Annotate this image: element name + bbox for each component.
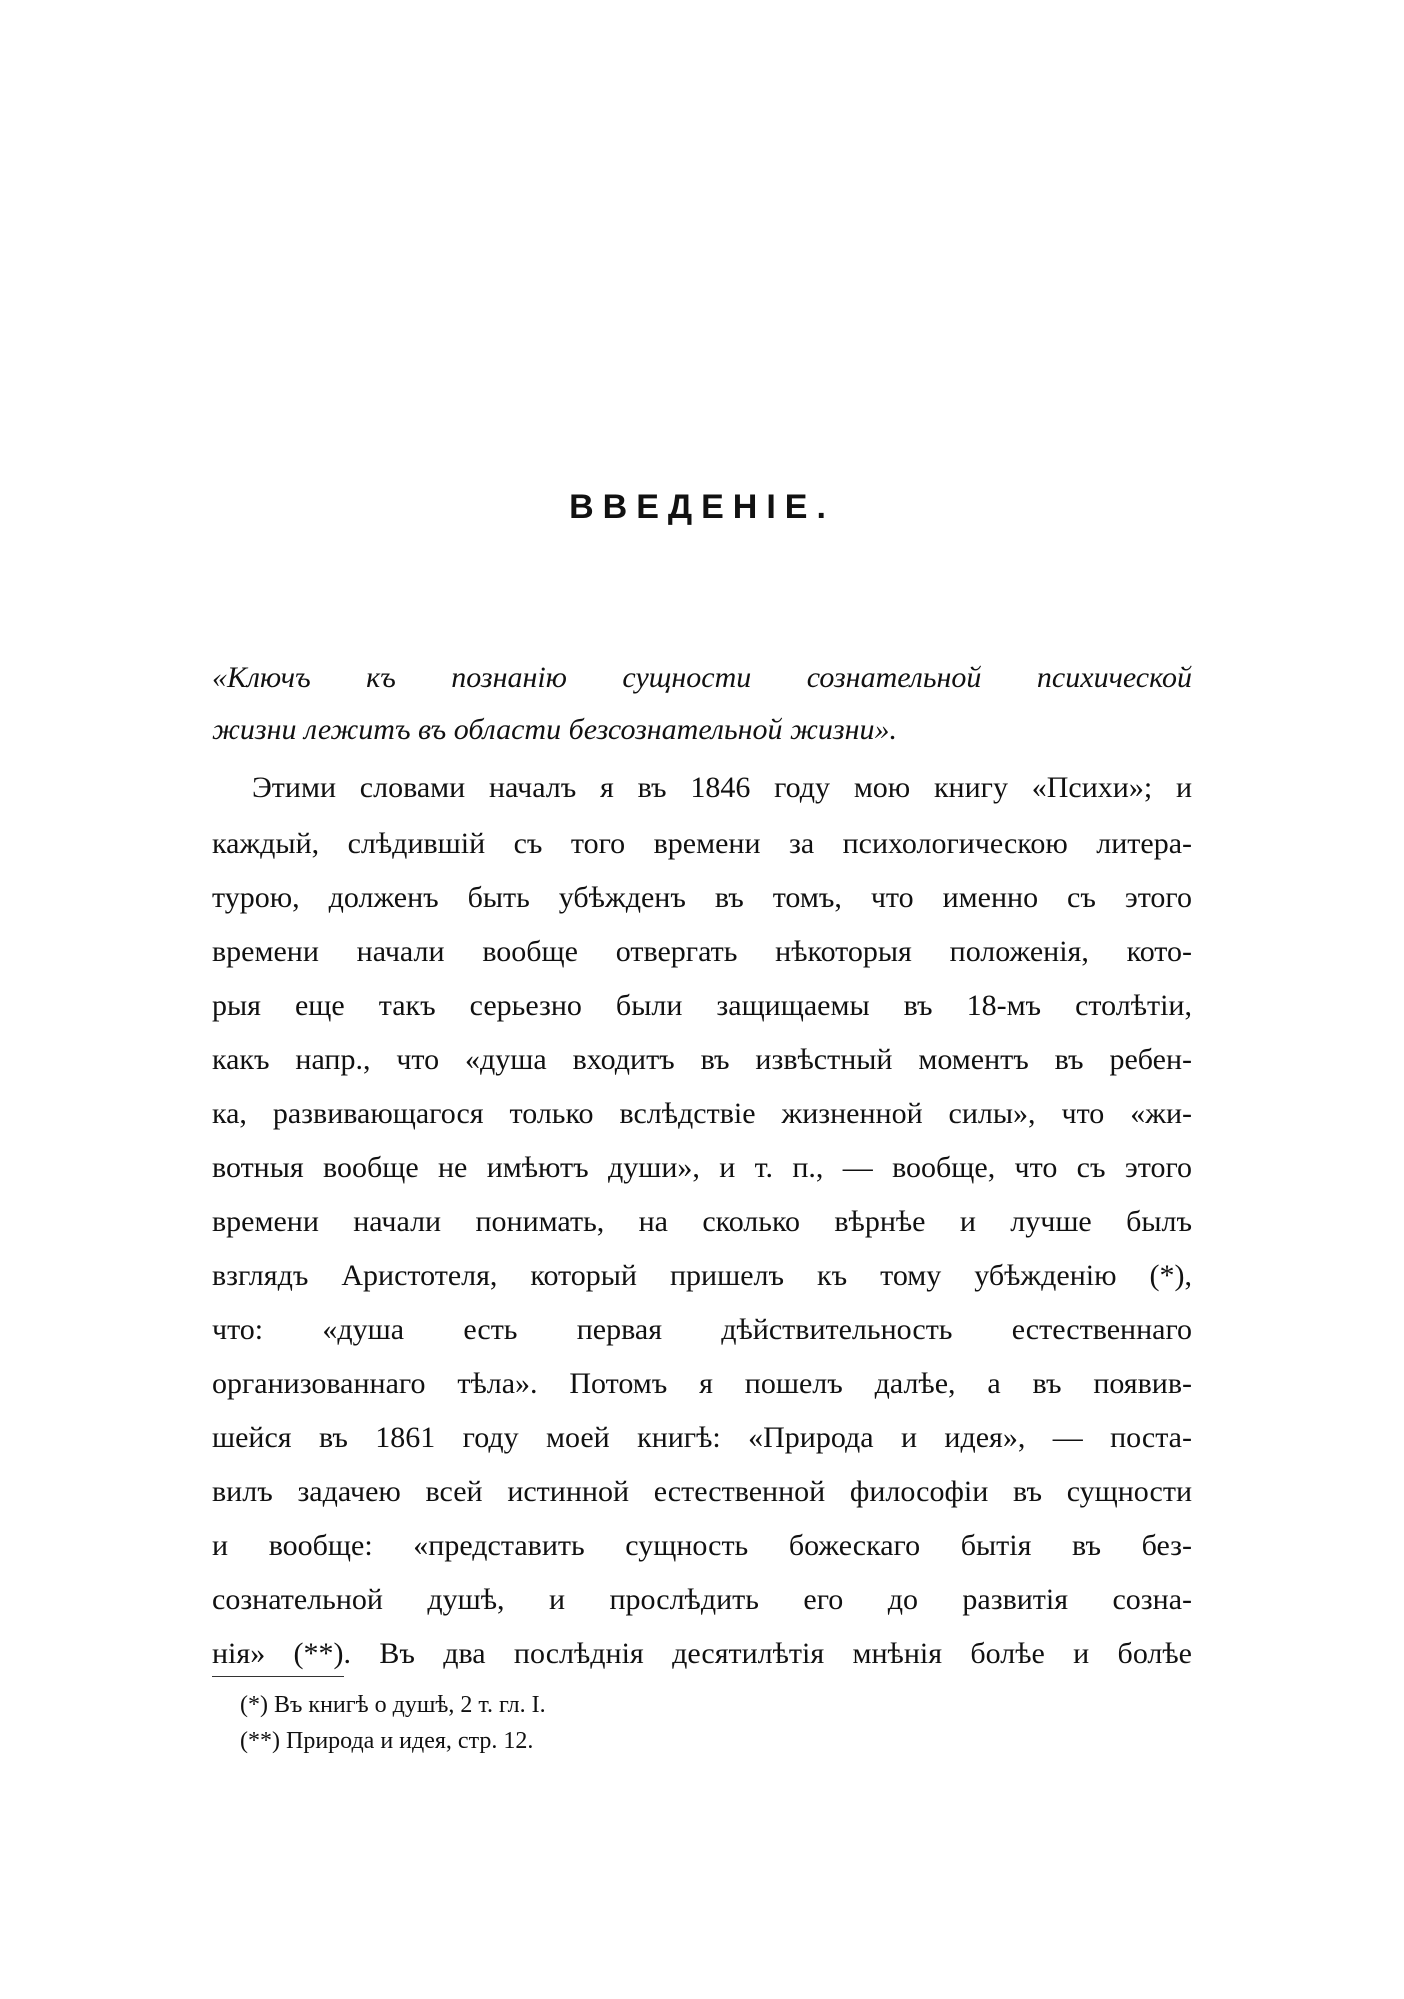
text-line-4: каждый, слѣдившій съ того времени за психологическою литера-	[212, 827, 1192, 860]
text-line-5: турою, долженъ быть убѣжденъ въ томъ, что именно съ этого	[212, 881, 1192, 914]
text-line-2: жизни лежитъ въ области безсознательной жизни».	[212, 713, 898, 746]
text-line-1: «Ключъ къ познанію сущности сознательной психической	[212, 661, 1192, 694]
text-line-6: времени начали вообще отвергать нѣкоторыя положенія, кото-	[212, 935, 1192, 968]
text-line-15: шейся въ 1861 году моей книгѣ: «Природа и идея», — поста-	[212, 1421, 1192, 1454]
text-line-12: взглядъ Аристотеля, который пришелъ къ тому убѣжденію (*),	[212, 1259, 1192, 1292]
text-line-14: организованнаго тѣла». Потомъ я пошелъ далѣе, а въ появив-	[212, 1367, 1192, 1400]
text-line-13: что: «душа есть первая дѣйствительность естественнаго	[212, 1313, 1192, 1346]
footnote-2: (**) Природа и идея, стр. 12.	[240, 1728, 534, 1754]
text-line-17: и вообще: «представить сущность божескаго бытія въ без-	[212, 1529, 1192, 1562]
text-line-7: рыя еще такъ серьезно были защищаемы въ 18-мъ столѣтіи,	[212, 989, 1192, 1022]
text-line-18: сознательной душѣ, и прослѣдить его до развитія созна-	[212, 1583, 1192, 1616]
text-line-3: Этими словами началъ я въ 1846 году мою книгу «Психи»; и	[252, 771, 1192, 804]
text-line-8: какъ напр., что «душа входитъ въ извѣстный моментъ въ ребен-	[212, 1043, 1192, 1076]
text-line-16: вилъ задачею всей истинной естественной философіи въ сущности	[212, 1475, 1192, 1508]
text-line-19: нія» (**). Въ два послѣднія десятилѣтія мнѣнія болѣе и болѣе	[212, 1637, 1192, 1670]
text-line-10: вотныя вообще не имѣютъ души», и т. п., — вообще, что съ этого	[212, 1151, 1192, 1184]
text-line-11: времени начали понимать, на сколько вѣрнѣе и лучше былъ	[212, 1205, 1192, 1238]
text-line-9: ка, развивающагося только вслѣдствіе жизненной силы», что «жи-	[212, 1097, 1192, 1130]
chapter-heading: ВВЕДЕНІЕ.	[569, 488, 835, 526]
footnote-1: (*) Въ книгѣ о душѣ, 2 т. гл. I.	[240, 1692, 546, 1718]
footnote-divider	[212, 1676, 344, 1677]
